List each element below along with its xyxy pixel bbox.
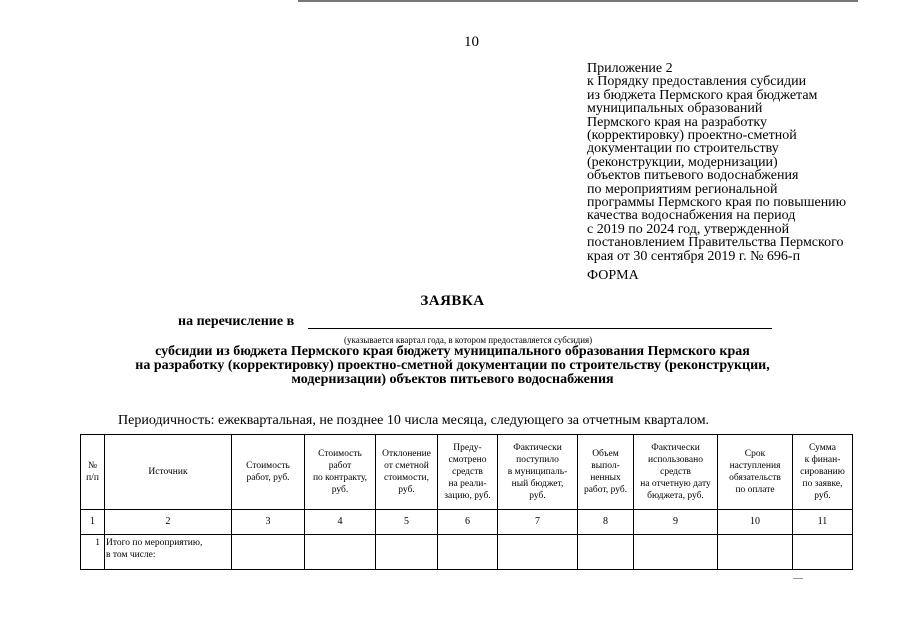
appendix-line: муниципальных образований	[587, 101, 763, 117]
appendix-line: постановлением Правительства Пермского	[587, 235, 844, 251]
appendix-line: края от 30 сентября 2019 г. № 696-п	[587, 248, 801, 264]
column-number-row	[81, 510, 853, 535]
appendix-line: из бюджета Пермского края бюджетам	[587, 87, 818, 103]
header-actual-received: Фактически поступило в муниципаль- ный бюджет, руб.	[498, 435, 578, 510]
appendix-line: документации по строительству	[587, 141, 779, 157]
column-number: 6	[438, 510, 498, 535]
header-request-amount: Сумма к финан- сированию по заявке, руб.	[793, 435, 853, 510]
header-work-volume: Объем выпол- ненных работ, руб.	[578, 435, 634, 510]
appendix-line: Пермского края на разработку	[587, 114, 767, 130]
column-number: 4	[305, 510, 376, 535]
top-rule	[298, 0, 858, 2]
column-number: 5	[376, 510, 438, 535]
appendix-line: с 2019 по 2024 год, утвержденной	[587, 221, 790, 237]
table-cell	[578, 535, 634, 570]
transfer-fill-line	[308, 328, 772, 329]
subtitle-line: на разработку (корректировку) проектно-сметной документации по строительству (реконструкции,	[135, 358, 770, 373]
appendix-line: (реконструкции, модернизации)	[587, 154, 778, 170]
transfer-label: на перечисление в	[178, 314, 295, 329]
periodicity-note: Периодичность: ежеквартальная, не позднее 10 числа месяца, следующего за отчетным кварталом.	[118, 413, 710, 428]
appendix-line: программы Пермского края по повышению	[587, 195, 847, 211]
transfer-hint: (указывается квартал года, в котором предоставляется субсидия)	[344, 335, 593, 345]
subtitle-line: модернизации) объектов питьевого водоснабжения	[291, 372, 614, 387]
column-number: 3	[232, 510, 305, 535]
table-cell	[232, 535, 305, 570]
appendix-line: (корректировку) проектно-сметной	[587, 128, 797, 144]
scan-mark	[793, 578, 803, 579]
column-number: 11	[793, 510, 853, 535]
table-cell	[305, 535, 376, 570]
appendix-line: к Порядку предоставления субсидии	[587, 74, 807, 90]
header-contract-cost: Стоимость работ по контракту, руб.	[305, 435, 376, 510]
table-cell	[438, 535, 498, 570]
column-number: 1	[81, 510, 105, 535]
appendix-line: по мероприятиям региональной	[587, 181, 778, 197]
appendix-line: объектов питьевого водоснабжения	[587, 168, 799, 184]
table-cell	[376, 535, 438, 570]
table-row	[81, 535, 853, 570]
column-number: 9	[634, 510, 718, 535]
row-number: 1	[81, 535, 105, 570]
subtitle-line: субсидии из бюджета Пермского края бюджету муниципального образования Пермского края	[155, 344, 750, 359]
header-number: № п/п	[81, 435, 105, 510]
appendix-line: качества водоснабжения на период	[587, 208, 796, 224]
request-table	[80, 434, 853, 570]
table-cell	[498, 535, 578, 570]
table-cell	[718, 535, 793, 570]
header-source: Источник	[105, 435, 232, 510]
column-number: 10	[718, 510, 793, 535]
column-number: 2	[105, 510, 232, 535]
column-number: 8	[578, 510, 634, 535]
appendix-line: Приложение 2	[587, 61, 673, 76]
header-work-cost: Стоимость работ, руб.	[232, 435, 305, 510]
row-source: Итого по мероприятию, в том числе:	[105, 535, 232, 570]
header-planned-funds: Преду- смотрено средств на реали- зацию, руб.	[438, 435, 498, 510]
header-payment-due: Срок наступления обязательств по оплате	[718, 435, 793, 510]
header-actual-used: Фактически использовано средств на отчетную дату бюджета, руб.	[634, 435, 718, 510]
page-number: 10	[464, 34, 479, 50]
table-cell	[634, 535, 718, 570]
document-title: ЗАЯВКА	[420, 293, 485, 309]
header-deviation: Отклонение от сметной стоимости, руб.	[376, 435, 438, 510]
table-cell	[793, 535, 853, 570]
table-header-row	[81, 435, 853, 510]
appendix-block	[587, 62, 887, 263]
subtitle	[0, 345, 905, 387]
column-number: 7	[498, 510, 578, 535]
form-label: ФОРМА	[587, 268, 639, 283]
